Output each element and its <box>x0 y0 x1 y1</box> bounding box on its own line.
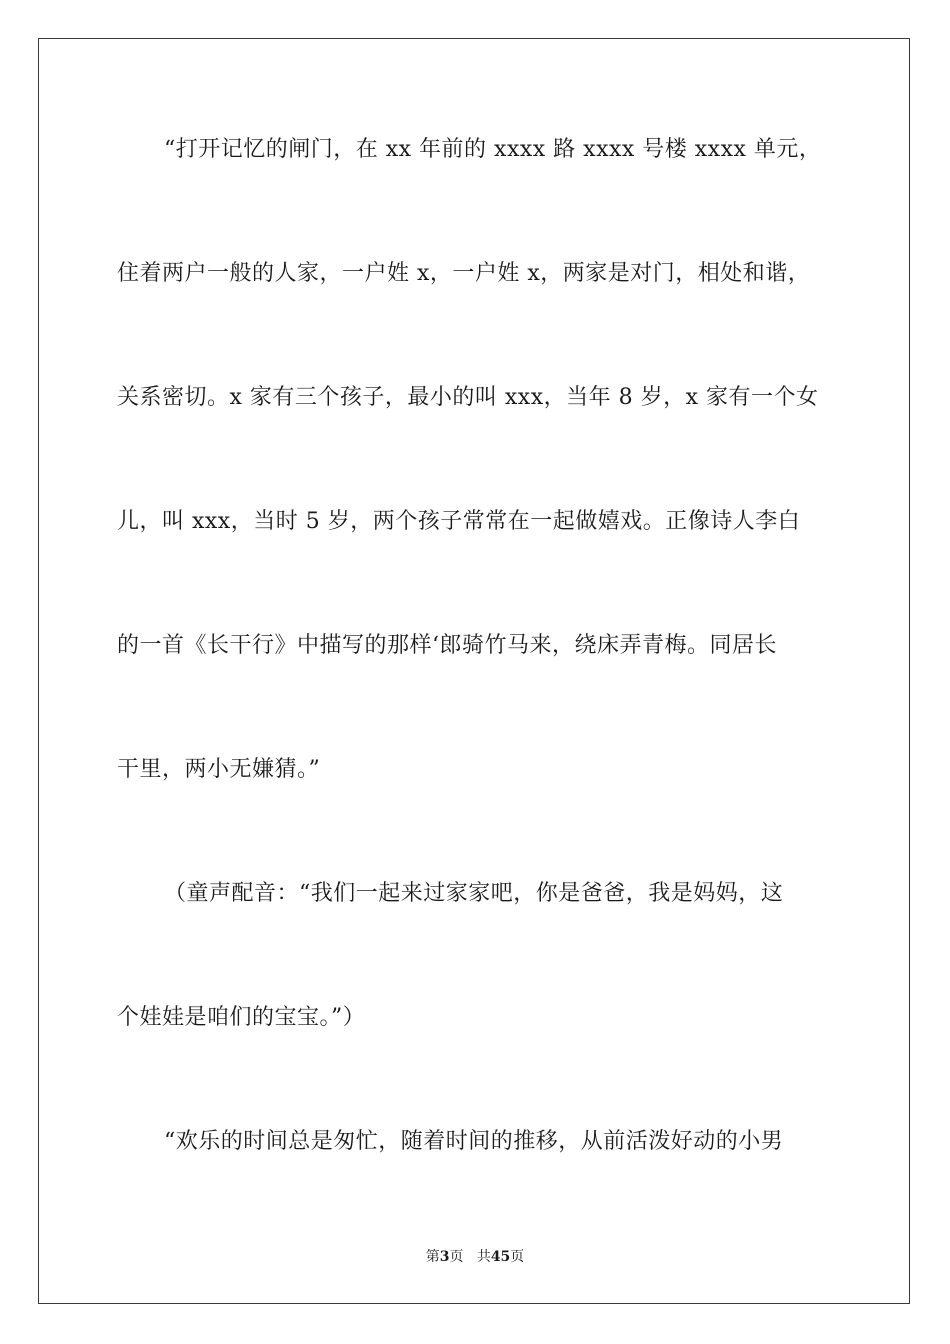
paragraph-line-9: “欢乐的时间总是匆忙，随着时间的推移，从前活泼好动的小男 <box>164 1129 784 1154</box>
paragraph-line-2: 住着两户一般的人家，一户姓 x，一户姓 x，两家是对门，相处和谐， <box>117 261 811 286</box>
paragraph-line-8: 个娃娃是咱们的宝宝。”） <box>117 1005 366 1030</box>
total-prefix: 共 <box>476 1249 491 1265</box>
total-pages: 45 <box>490 1249 511 1265</box>
page-prefix: 第 <box>425 1249 440 1265</box>
page-number: 3 <box>439 1249 450 1265</box>
page-suffix: 页 <box>449 1249 464 1265</box>
paragraph-line-5: 的一首《长干行》中描写的那样‘郎骑竹马来，绕床弄青梅。同居长 <box>117 633 777 658</box>
paragraph-line-3: 关系密切。x 家有三个孩子，最小的叫 xxx，当年 8 岁，x 家有一个女 <box>117 385 819 410</box>
page-border <box>38 38 910 1304</box>
paragraph-line-1: “打开记忆的闸门，在 xx 年前的 xxxx 路 xxxx 号楼 xxxx 单元， <box>164 137 822 162</box>
page-footer <box>0 1248 950 1266</box>
paragraph-line-4: 儿，叫 xxx，当时 5 岁，两个孩子常常在一起做嬉戏。正像诗人李白 <box>117 509 801 534</box>
total-suffix: 页 <box>510 1249 525 1265</box>
paragraph-line-7: （童声配音：“我们一起来过家家吧，你是爸爸，我是妈妈，这 <box>164 881 784 906</box>
paragraph-line-6: 干里，两小无嫌猜。” <box>117 757 321 782</box>
